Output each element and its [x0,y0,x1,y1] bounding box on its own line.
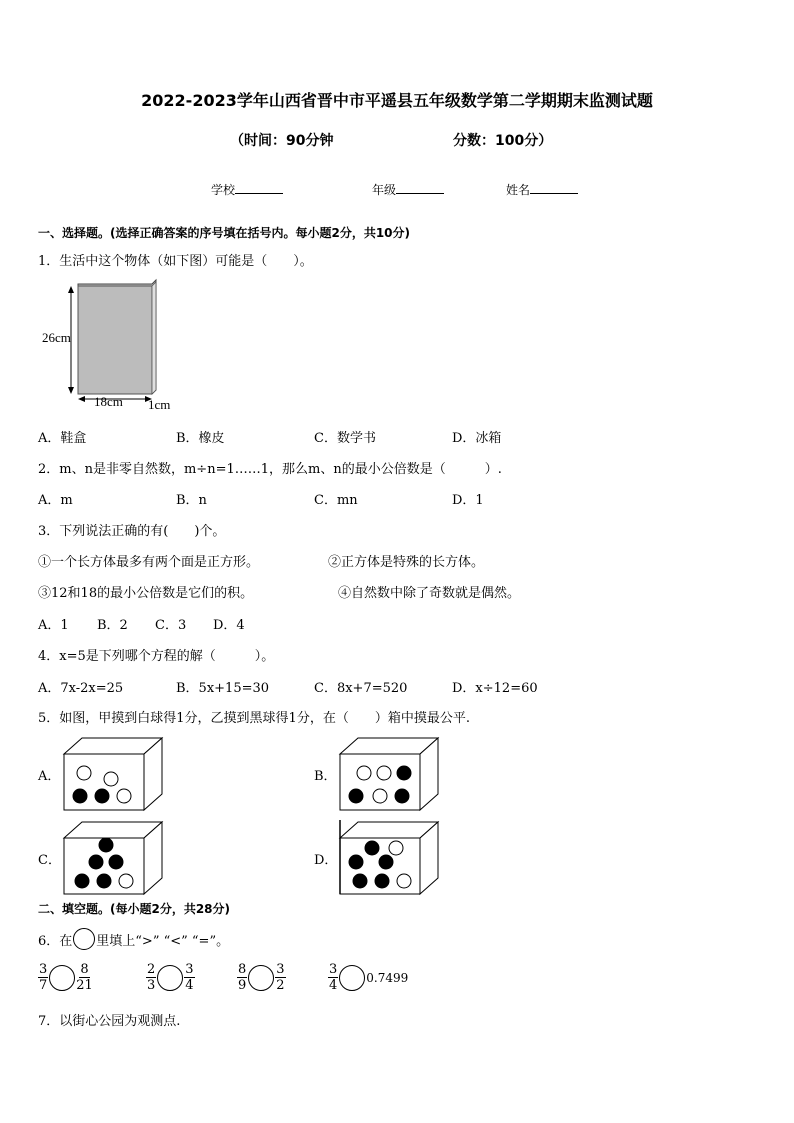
q5-label-b[interactable]: B． [314,769,337,784]
q1-book-front [78,286,152,394]
q2-option-c[interactable]: C．mn [314,493,358,508]
q1-stem: 1．生活中这个物体（如下图）可能是（ ）。 [38,254,313,269]
fraction: $\frac{3}{7}$ [39,962,48,993]
name-label: 姓名 [506,183,531,197]
black-ball [349,855,363,869]
q5-label-a[interactable]: A． [38,769,61,784]
q1-figure [38,278,188,414]
compare-circle[interactable] [157,965,183,991]
compare-circle[interactable] [339,965,365,991]
exam-time: （时间：90分钟 [230,133,334,149]
black-ball [95,789,109,803]
q1-option-c[interactable]: C．数学书 [314,431,376,446]
black-ball [379,855,393,869]
fraction: $\frac{3}{4}$ [185,962,194,993]
q2-option-d[interactable]: D．1 [452,493,484,508]
q6-item-1 [38,962,93,993]
q5-label-c[interactable]: C． [38,853,61,868]
black-ball [395,789,409,803]
grade-field[interactable] [372,181,444,198]
white-ball [119,874,133,888]
q3-option-c[interactable]: C．3 [155,618,187,633]
white-ball [104,772,118,786]
black-ball [75,874,89,888]
fraction: $\frac{3}{2}$ [276,962,285,993]
page-title: 2022-2023学年山西省晋中市平遥县五年级数学第二学期期末监测试题 [141,91,653,110]
q6-stem-post: 里填上“>” “<” “=”。 [96,933,230,949]
q1-depth-label: 1cm [148,397,171,412]
white-ball [389,841,403,855]
q1-option-a[interactable]: A．鞋盒 [38,431,87,446]
q5-label-d[interactable]: D． [314,853,338,868]
q5-box-a[interactable] [60,736,164,812]
q3-statement-4: ④自然数中除了奇数就是偶然。 [338,586,521,601]
q1-book-side [152,282,156,394]
q6-stem [38,928,229,950]
white-ball [373,789,387,803]
q4-stem: 4．x=5是下列哪个方程的解（ ）。 [38,649,275,664]
white-ball [357,766,371,780]
q1-width-label: 18cm [94,394,123,409]
q3-statement-1: ①一个长方体最多有两个面是正方形。 [38,555,260,570]
white-ball [397,874,411,888]
exam-score: 分数：100分） [453,133,553,149]
q1-option-b[interactable]: B．橡皮 [176,431,225,446]
q5-stem: 5．如图，甲摸到白球得1分，乙摸到黑球得1分，在（ ）箱中摸最公平. [38,711,470,726]
q3-option-b[interactable]: B．2 [97,618,128,633]
black-ball [89,855,103,869]
name-blank[interactable] [530,181,578,194]
white-ball [77,766,91,780]
q3-option-d[interactable]: D．4 [213,618,245,633]
q4-option-a[interactable]: A．7x-2x=25 [38,681,124,696]
black-ball [97,874,111,888]
school-blank[interactable] [235,181,283,194]
school-label: 学校 [211,183,236,197]
black-ball [353,874,367,888]
black-ball [349,789,363,803]
fraction: $\frac{8}{9}$ [238,962,247,993]
black-ball [397,766,411,780]
q2-option-b[interactable]: B．n [176,493,207,508]
q4-option-d[interactable]: D．x÷12=60 [452,681,538,696]
q3-option-a[interactable]: A．1 [38,618,69,633]
q3-stem: 3．下列说法正确的有( )个。 [38,524,226,539]
grade-blank[interactable] [396,181,444,194]
q5-box-b[interactable] [336,736,440,812]
q1-height-label: 26cm [42,330,71,345]
fraction: $\frac{2}{3}$ [147,962,156,993]
q3-statement-3: ③12和18的最小公倍数是它们的积。 [38,586,254,601]
q7-stem: 7．以街心公园为观测点. [38,1014,181,1029]
compare-circle[interactable] [248,965,274,991]
q6-item-2 [146,962,195,993]
white-ball [377,766,391,780]
q1-option-d[interactable]: D．冰箱 [452,431,502,446]
q6-stem-pre: 6．在 [38,933,73,949]
q2-option-a[interactable]: A．m [38,493,73,508]
grade-label: 年级 [372,183,397,197]
q5-box-d[interactable] [336,820,440,896]
section2-heading: 二、填空题。(每小题2分，共28分) [38,902,231,916]
q5-box-c[interactable] [60,820,164,896]
q4-option-c[interactable]: C．8x+7=520 [314,681,408,696]
q6-item-3 [237,962,286,993]
section1-heading: 一、选择题。(选择正确答案的序号填在括号内。每小题2分，共10分) [38,226,411,240]
q4-option-b[interactable]: B．5x+15=30 [176,681,270,696]
q2-stem: 2．m、n是非零自然数，m÷n=1……1，那么m、n的最小公倍数是（ ）. [38,462,502,477]
white-ball [117,789,131,803]
fraction: $\frac{3}{4}$ [329,962,338,993]
name-field[interactable] [506,181,578,198]
school-field[interactable] [211,181,283,198]
circle-blank-icon [73,928,95,950]
fraction: $\frac{8}{21}$ [76,962,93,993]
q3-statement-2: ②正方体是特殊的长方体。 [328,555,485,570]
compare-circle[interactable] [49,965,75,991]
q6-item-4 [328,962,408,993]
black-ball [99,838,113,852]
black-ball [365,841,379,855]
black-ball [109,855,123,869]
black-ball [375,874,389,888]
black-ball [73,789,87,803]
q6-decimal: 0.7499 [366,970,409,985]
